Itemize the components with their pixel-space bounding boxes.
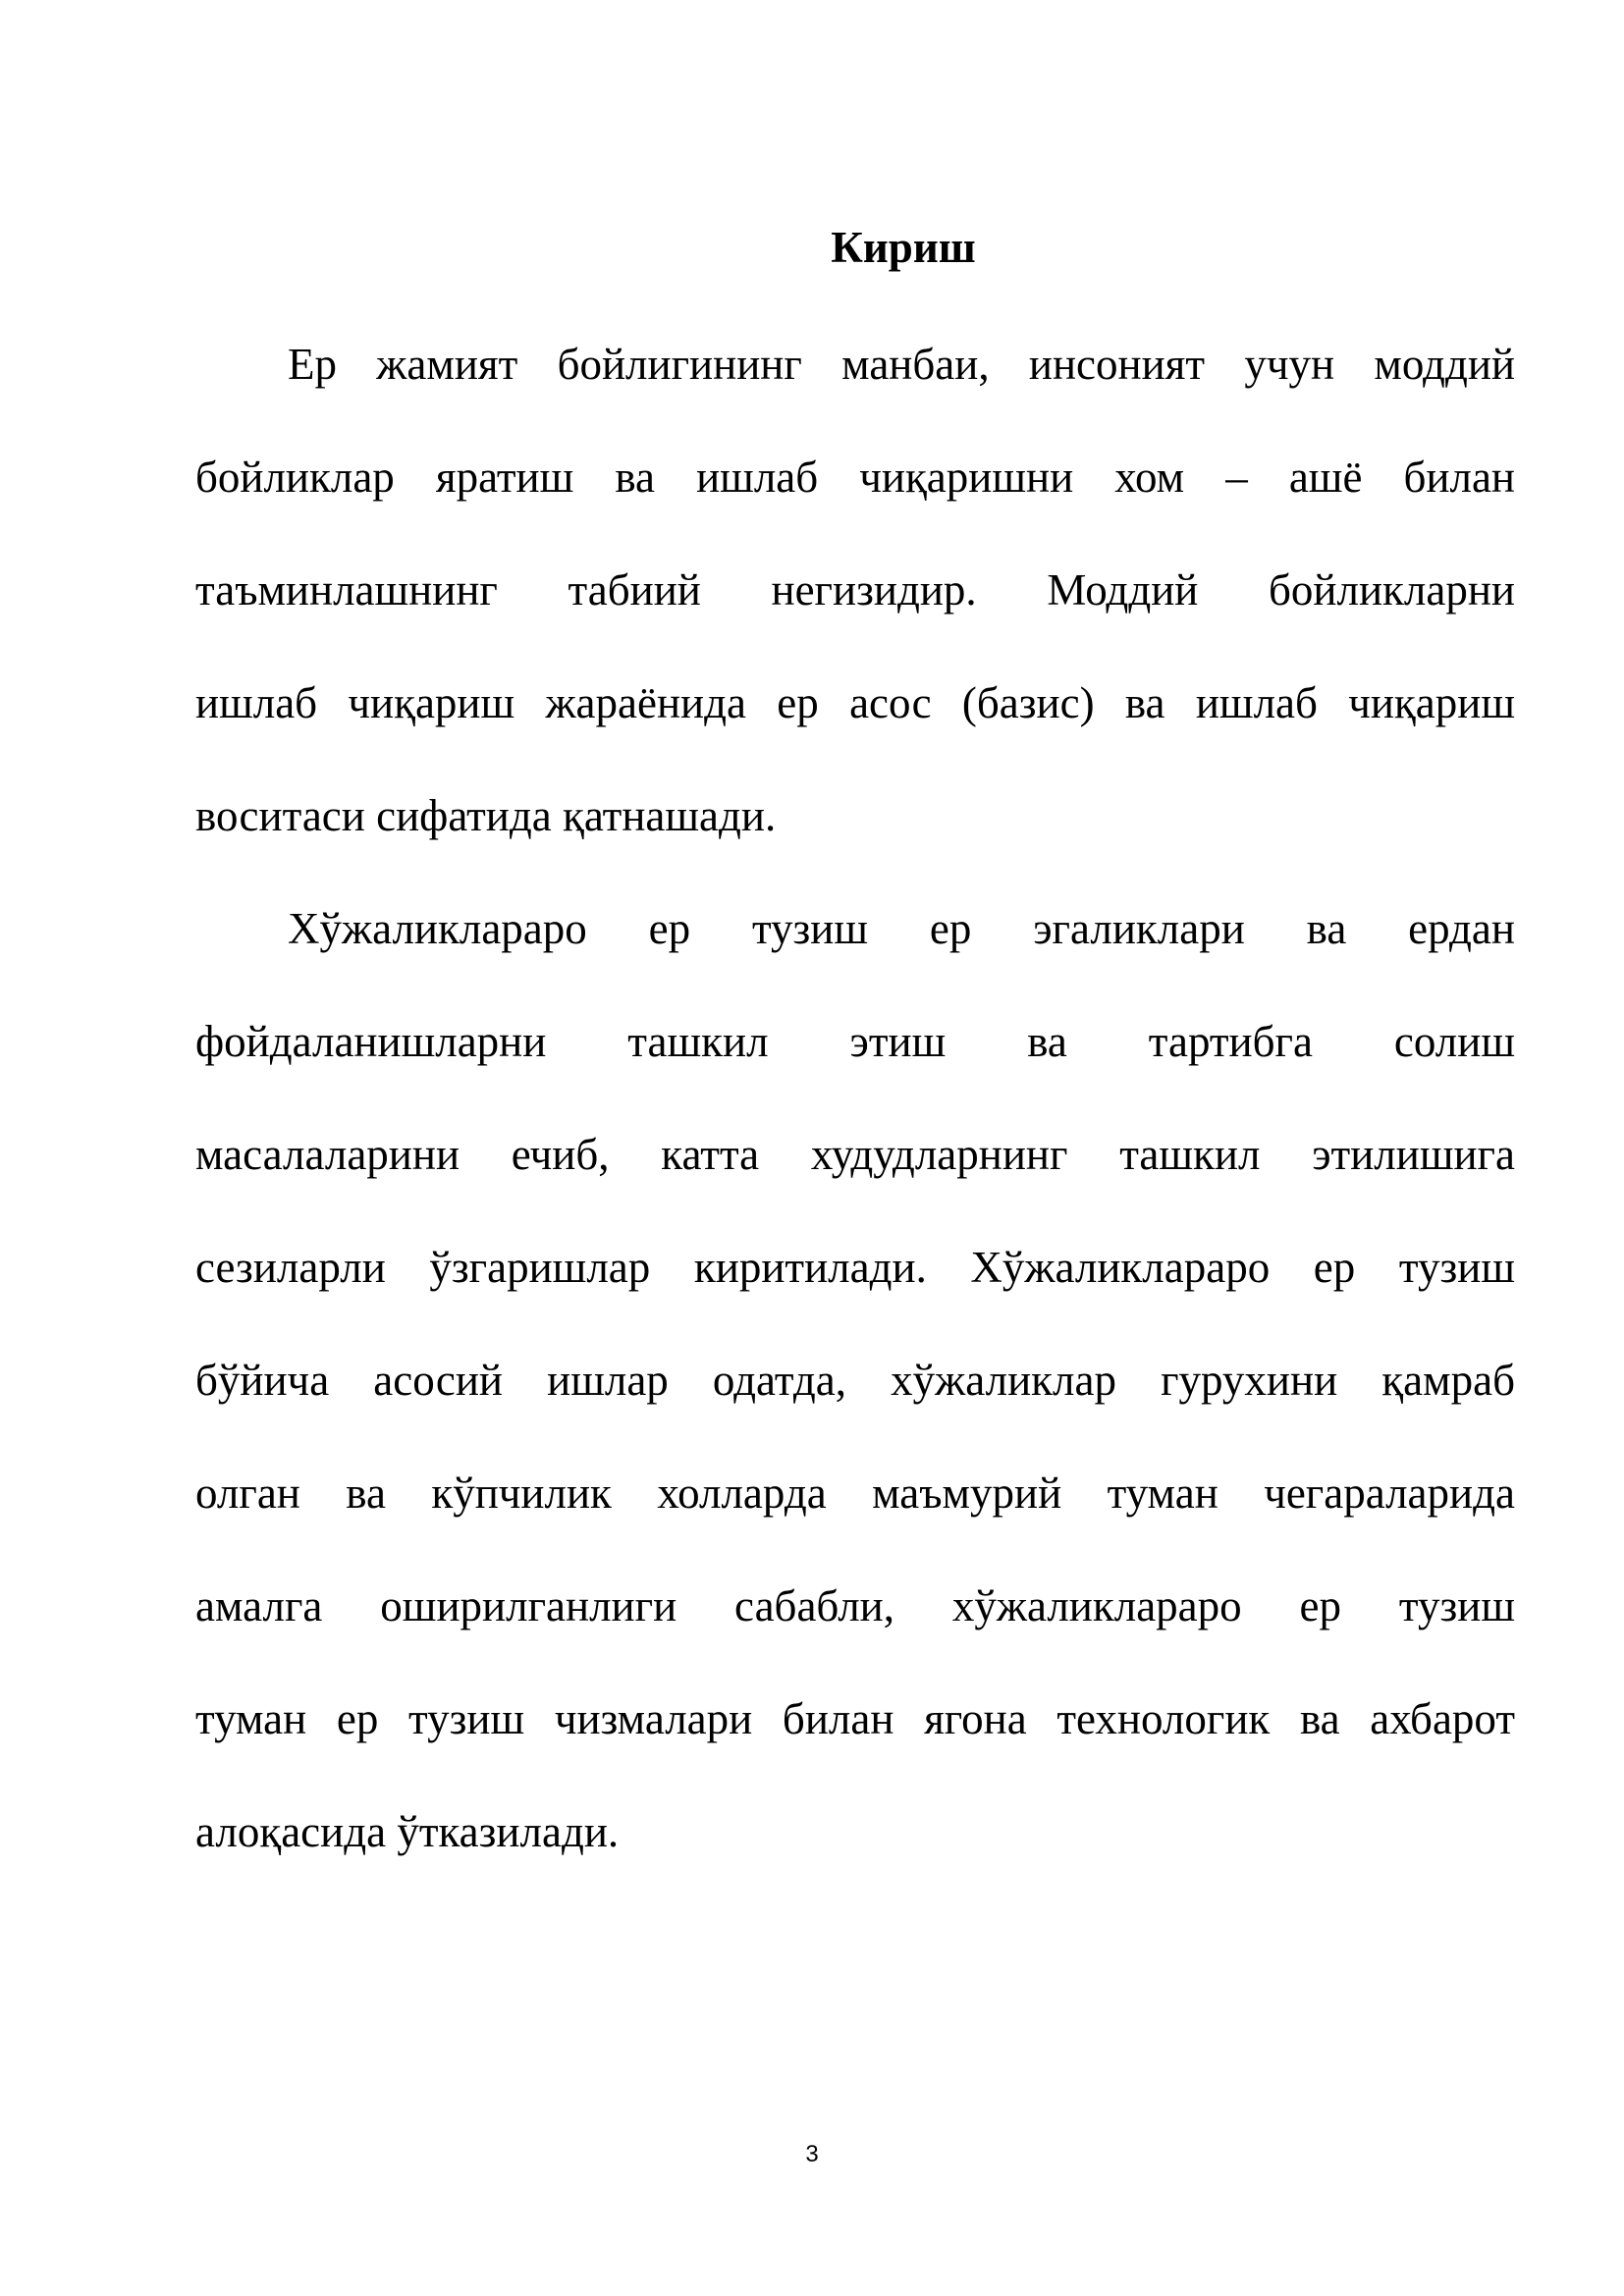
paragraph-line: Ер жамият бойлигининг манбаи, инсоният учун моддий xyxy=(288,340,1515,389)
paragraph-line: бойликлар яратиш ва ишлаб чиқаришни хом – ашё билан xyxy=(195,453,1515,502)
paragraph-line: фойдаланишларни ташкил этиш ва тартибга солиш xyxy=(195,1017,1515,1066)
paragraph-line: воситаси сифатида қатнашади. xyxy=(195,791,777,840)
paragraph-line: сезиларли ўзгаришлар киритилади. Хўжаликлараро ер тузиш xyxy=(195,1243,1515,1292)
paragraph-line: масалаларини ечиб, катта худудларнинг ташкил этилишига xyxy=(195,1130,1515,1179)
paragraph-line: Хўжаликлараро ер тузиш ер эгаликлари ва ердан xyxy=(288,904,1515,953)
page-title: Кириш xyxy=(831,223,976,272)
page-number: 3 xyxy=(805,2141,819,2167)
paragraph-line: бўйича асосий ишлар одатда, хўжаликлар гурухини қамраб xyxy=(195,1356,1515,1405)
paragraph-line: олган ва кўпчилик холларда маъмурий туман чегараларида xyxy=(195,1468,1515,1518)
paragraph-line: ишлаб чиқариш жараёнида ер асос (базис) ва ишлаб чиқариш xyxy=(195,678,1515,727)
paragraph-line: алоқасида ўтказилади. xyxy=(195,1807,620,1856)
paragraph-line: амалга оширилганлиги сабабли, хўжаликлараро ер тузиш xyxy=(195,1581,1515,1630)
paragraph-line: таъминлашнинг табиий негизидир. Моддий бойликларни xyxy=(195,565,1515,614)
paragraph-line: туман ер тузиш чизмалари билан ягона технологик ва ахбарот xyxy=(195,1694,1515,1743)
